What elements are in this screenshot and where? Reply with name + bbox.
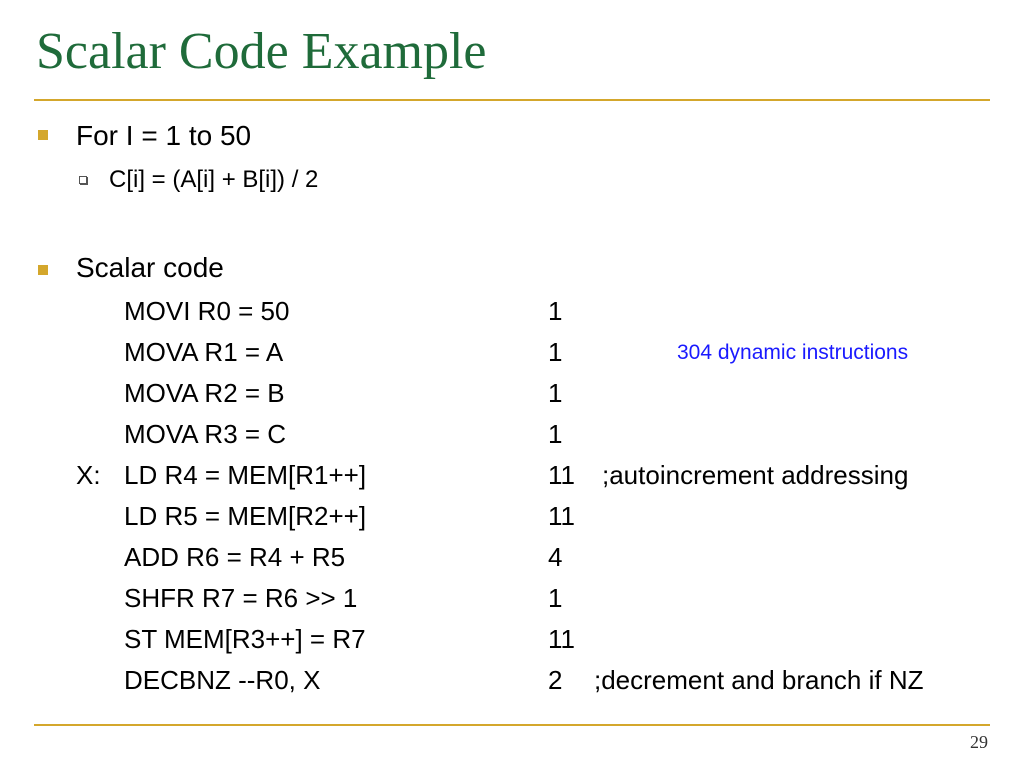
code-instruction: MOVA R1 = A xyxy=(124,337,284,367)
code-count: 1 xyxy=(548,419,563,449)
code-count: 1 xyxy=(548,583,563,613)
code-comment: ;autoincrement addressing xyxy=(602,460,909,490)
sub-bullet-marker xyxy=(79,176,87,184)
code-instruction: ST MEM[R3++] = R7 xyxy=(124,624,366,654)
bullet-text-loop: For I = 1 to 50 xyxy=(76,120,252,151)
code-count: 1 xyxy=(548,337,563,367)
code-instruction: LD R5 = MEM[R2++] xyxy=(124,501,367,531)
code-instruction: DECBNZ --R0, X xyxy=(124,665,321,695)
page-number: 29 xyxy=(970,732,988,752)
footer-rule xyxy=(34,724,990,726)
code-instruction: SHFR R7 = R6 >> 1 xyxy=(124,583,358,613)
bullet-text-scalar-code: Scalar code xyxy=(76,252,224,283)
code-instruction: MOVA R2 = B xyxy=(124,378,285,408)
bullet-marker xyxy=(38,130,48,140)
code-count: 4 xyxy=(548,542,563,572)
code-instruction: LD R4 = MEM[R1++] xyxy=(124,460,367,490)
code-count: 2 xyxy=(548,665,563,695)
code-label: X: xyxy=(76,460,101,490)
code-instruction: ADD R6 = R4 + R5 xyxy=(124,542,346,572)
code-instruction: MOVA R3 = C xyxy=(124,419,287,449)
title-rule xyxy=(34,99,990,101)
code-count: 11 xyxy=(548,501,575,531)
bullet-marker xyxy=(38,265,48,275)
code-count: 1 xyxy=(548,378,563,408)
code-comment: ;decrement and branch if NZ xyxy=(594,665,924,695)
code-instruction: MOVI R0 = 50 xyxy=(124,296,290,326)
code-count: 1 xyxy=(548,296,563,326)
slide-title: Scalar Code Example xyxy=(36,23,487,80)
dynamic-instructions-annotation: 304 dynamic instructions xyxy=(677,341,909,364)
code-count: 11 xyxy=(548,624,575,654)
code-count: 11 xyxy=(548,460,575,490)
sub-bullet-text-formula: C[i] = (A[i] + B[i]) / 2 xyxy=(109,166,319,193)
